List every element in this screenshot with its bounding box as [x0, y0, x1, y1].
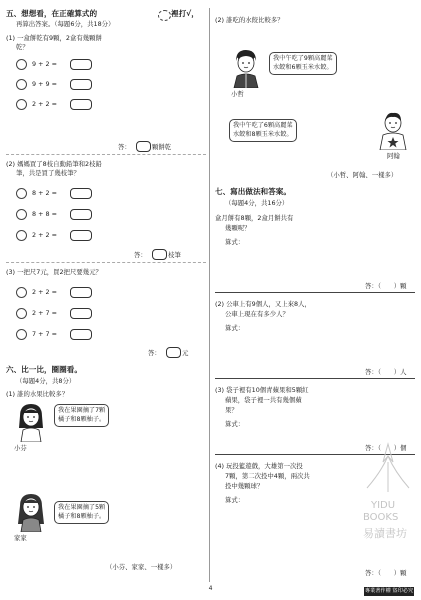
q62-text: (2) 誰吃的水餃比較多？	[215, 16, 284, 24]
q3-answer-box-3[interactable]	[70, 329, 92, 340]
q1-answer-box-2[interactable]	[70, 79, 92, 90]
q3-check-circle-1[interactable]	[16, 287, 27, 298]
ahan-speech-bubble	[229, 119, 297, 142]
ahan-bubble-line2: 水餃和8顆玉米水餃。	[233, 130, 293, 138]
left-column	[6, 6, 206, 586]
q1-check-circle-2[interactable]	[16, 79, 27, 90]
q2-check-circle-1[interactable]	[16, 188, 27, 199]
q71-answer: 答：（ ）顆	[365, 282, 407, 290]
watermark-line1: YIDU	[371, 500, 396, 511]
section6-title: 六、比一比，圈圈看。	[6, 365, 82, 374]
q2-text-line1: (2) 媽媽買了8枝自動鉛筆和2枝鉛	[6, 160, 102, 168]
section5-title: 五、想想看，在正確算式的	[6, 9, 98, 18]
q3-answer-box-2[interactable]	[70, 308, 92, 319]
q1-answer-box-1[interactable]	[70, 59, 92, 70]
xiaozhe-bubble-line2: 水餃和6顆玉米水餃。	[273, 63, 333, 71]
ahan-bubble-line1: 我中午吃了6顆高麗菜	[233, 122, 293, 129]
q1-check-circle-3[interactable]	[16, 99, 27, 110]
q73-answer: 答：（ ）個	[365, 444, 407, 452]
q3-answer-unit: 元	[182, 349, 189, 357]
q2-answer-prefix: 答：	[134, 251, 147, 259]
q2-answer-field[interactable]	[152, 249, 167, 260]
xiaofen-name: 小芬	[14, 444, 27, 452]
q71-text-line1: 盒月餅有8顆，2盒月餅共有	[215, 214, 294, 222]
jiajia-speech-bubble	[54, 501, 109, 524]
q71-formula-label: 算式：	[225, 238, 245, 246]
q2-equation-3: 2 + 2 =	[32, 231, 57, 239]
q74-text-line1: (4) 玩投籃遊戲，大雄第一次投	[215, 462, 303, 470]
right-column	[215, 6, 415, 586]
watermark-line2: BOOKS	[363, 512, 399, 523]
q2-equation-1: 8 + 2 =	[32, 189, 57, 197]
column-divider	[209, 8, 210, 582]
q73-text-line2: 蘋果，袋子裡一共有幾個蘋	[225, 396, 302, 404]
q3-check-circle-3[interactable]	[16, 329, 27, 340]
q62-options: （小哲、阿翰、一樣多）	[327, 171, 398, 179]
q61-options: （小芬、家家、一樣多）	[106, 563, 177, 571]
divider-dashed	[6, 262, 206, 263]
q74-text-line3: 投中幾顆球？	[225, 482, 264, 490]
page-number: 4	[208, 585, 213, 592]
q72-text-line2: 公車上現在有多少人？	[225, 310, 289, 318]
q2-answer-box-3[interactable]	[70, 230, 92, 241]
ahan-name: 阿翰	[387, 152, 400, 160]
q2-check-circle-3[interactable]	[16, 230, 27, 241]
section5-instruction: 再算出答案。（每題6分，共18分）	[16, 20, 115, 28]
q1-equation-1: 9 + 2 =	[32, 60, 57, 68]
q2-answer-unit: 枝筆	[168, 251, 181, 259]
q1-text-line2: 乾？	[16, 43, 29, 51]
q72-text-line1: (2) 公車上有9個人，又上來8人，	[215, 300, 311, 308]
q3-equation-1: 2 + 2 =	[32, 288, 57, 296]
q74-answer: 答：（ ）顆	[365, 569, 407, 577]
xiaozhe-speech-bubble	[269, 52, 337, 75]
q1-equation-2: 9 + 9 =	[32, 80, 57, 88]
q1-answer-box-3[interactable]	[70, 99, 92, 110]
divider-dashed	[6, 154, 206, 155]
q3-answer-box-1[interactable]	[70, 287, 92, 298]
q71-text-line2: 幾顆呢？	[225, 224, 251, 232]
jiajia-name: 家家	[14, 534, 27, 542]
q61-text: (1) 誰的水果比較多？	[6, 390, 69, 398]
watermark-line3: 易讀書坊	[363, 527, 407, 540]
q1-equation-3: 2 + 2 =	[32, 100, 57, 108]
q2-answer-box-2[interactable]	[70, 209, 92, 220]
boy-ahan-illustration	[375, 110, 411, 150]
q74-text-line2: 7顆，第二次投中4顆，兩次共	[225, 472, 310, 480]
q2-equation-2: 8 + 8 =	[32, 210, 57, 218]
xiaozhe-name: 小哲	[231, 90, 244, 98]
q71-separator	[215, 292, 415, 293]
q3-answer-field[interactable]	[166, 347, 181, 358]
jiajia-bubble-line1: 我在果園摘了5顆	[58, 504, 106, 511]
q3-text: (3) 一把尺7元，買2把尺要幾元？	[6, 268, 102, 276]
q2-check-circle-2[interactable]	[16, 209, 27, 220]
q3-equation-2: 2 + 7 =	[32, 309, 57, 317]
q1-answer-field[interactable]	[136, 141, 151, 152]
q3-equation-3: 7 + 7 =	[32, 330, 57, 338]
xiaofen-bubble-line1: 我在果園摘了7顆	[58, 407, 106, 414]
section5-title-b: 裡打√，	[171, 9, 199, 18]
check-circle-sample	[158, 10, 171, 21]
xiaofen-bubble-line2: 橘子和8顆柚子。	[58, 415, 106, 423]
xiaozhe-bubble-line1: 我中午吃了9顆高麗菜	[273, 55, 333, 62]
q72-formula-label: 算式：	[225, 324, 245, 332]
q1-text-line1: (1) 一盒餅乾有9顆，2盒有幾顆餅	[6, 34, 102, 42]
q73-text-line1: (3) 袋子裡有10個青蘋果和5顆紅	[215, 386, 309, 394]
section7-title: 七、寫出做法和答案。	[215, 187, 291, 196]
jiajia-bubble-line2: 橘子和8顆柚子。	[58, 512, 106, 520]
q72-separator	[215, 378, 415, 379]
q2-answer-box-1[interactable]	[70, 188, 92, 199]
q1-answer-unit: 顆餅乾	[152, 143, 172, 151]
girl-jiajia-illustration	[12, 492, 50, 532]
q2-text-line2: 筆，共是買了幾枝筆？	[16, 169, 80, 177]
q3-check-circle-2[interactable]	[16, 308, 27, 319]
copyright-badge: 專業著作權 盜印必究	[364, 588, 414, 594]
q73-text-line3: 果？	[225, 406, 238, 414]
section7-points: （每題4分，共16分）	[225, 199, 289, 207]
girl-xiaofen-illustration	[12, 402, 50, 442]
watermark-logo	[365, 442, 411, 498]
q1-check-circle-1[interactable]	[16, 59, 27, 70]
q1-answer-prefix: 答：	[118, 143, 131, 151]
q3-answer-prefix: 答：	[148, 349, 161, 357]
q72-answer: 答：（ ）人	[365, 368, 407, 376]
xiaofen-speech-bubble	[54, 404, 109, 427]
section6-points: （每題4分，共8分）	[16, 377, 76, 385]
q74-formula-label: 算式：	[225, 496, 245, 504]
boy-xiaozhe-illustration	[229, 48, 263, 88]
q73-formula-label: 算式：	[225, 420, 245, 428]
